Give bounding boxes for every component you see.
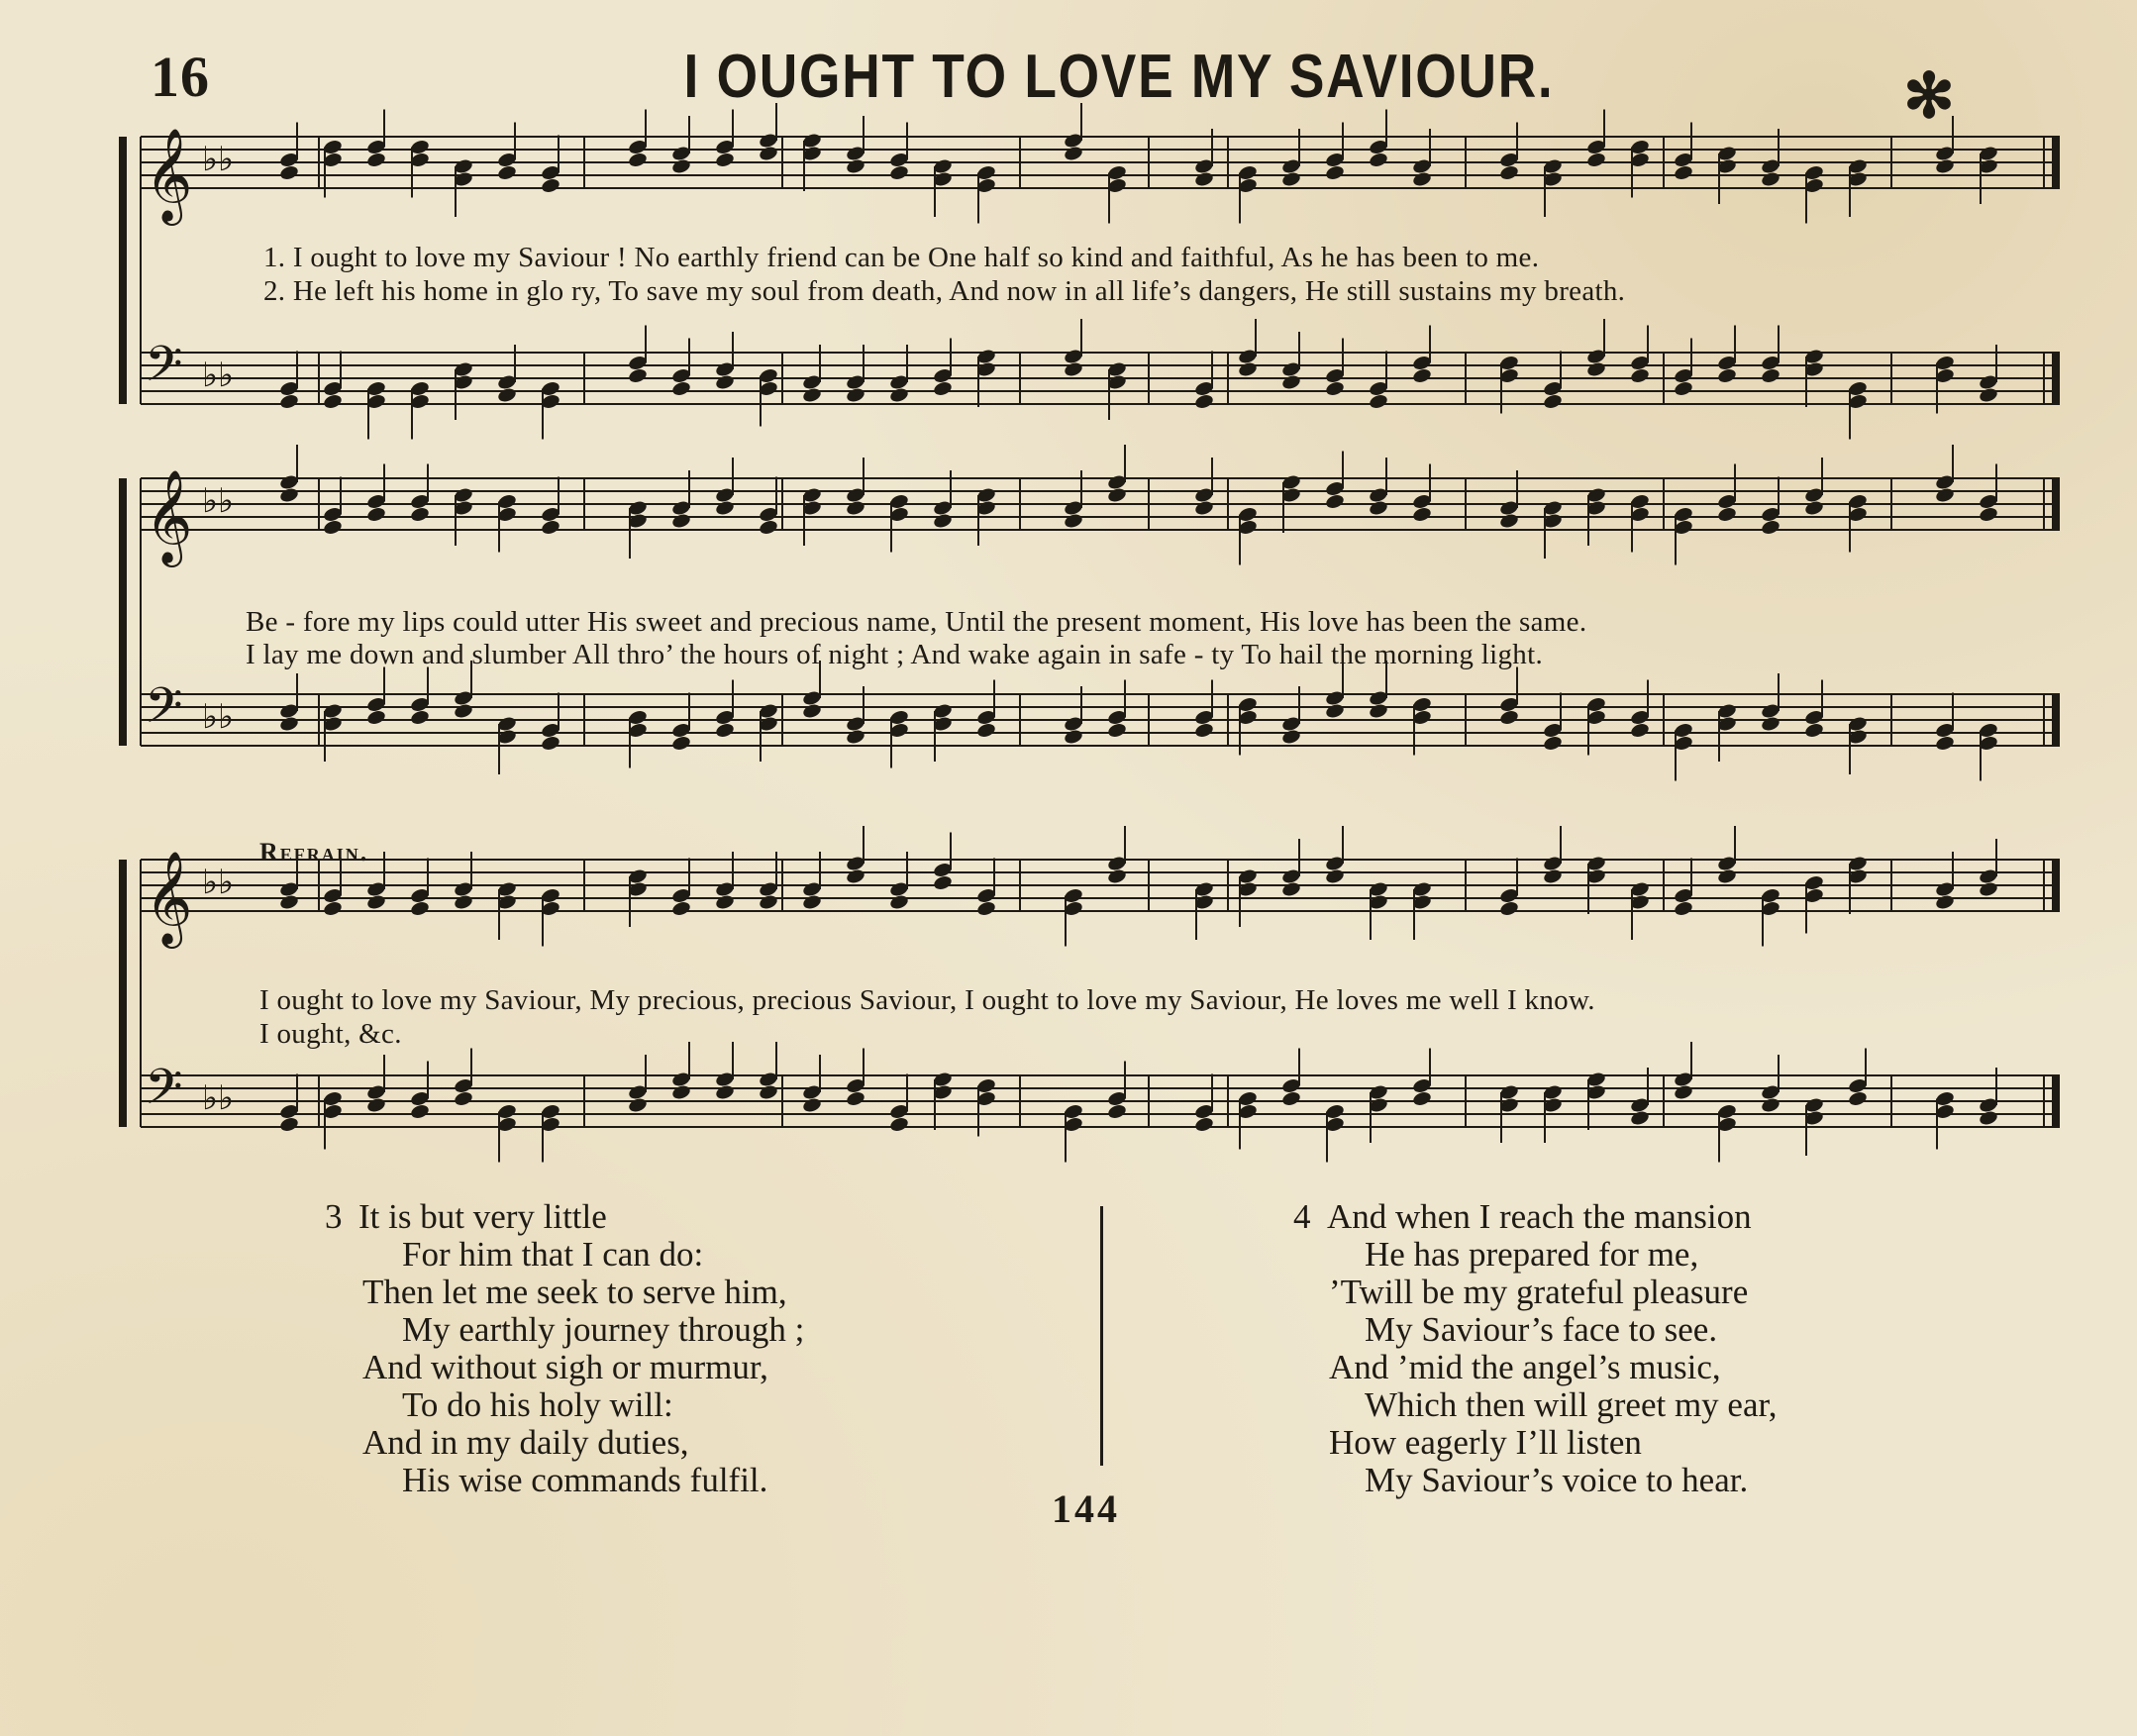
notehead bbox=[1673, 900, 1693, 917]
notehead bbox=[1368, 393, 1388, 410]
notehead bbox=[714, 499, 735, 516]
notehead bbox=[1324, 380, 1345, 397]
notehead bbox=[453, 1090, 473, 1107]
notehead bbox=[714, 152, 735, 168]
notehead bbox=[1324, 702, 1345, 719]
notehead bbox=[1934, 157, 1955, 174]
system-brace bbox=[119, 860, 127, 1127]
verse-line: For him that I can do: bbox=[402, 1235, 704, 1274]
notehead bbox=[322, 900, 343, 917]
final-bar-line bbox=[2052, 860, 2060, 911]
notehead bbox=[365, 709, 386, 726]
notehead bbox=[1063, 512, 1083, 529]
notehead bbox=[540, 519, 560, 536]
notehead bbox=[670, 380, 691, 397]
system-2-lyric-verse-1: Be - fore my lips could utter His sweet and precious name, Until the present moment, His love has been the same. bbox=[246, 606, 1587, 638]
verse-line-text: It is but very little bbox=[358, 1197, 607, 1236]
notehead bbox=[888, 893, 909, 910]
notehead bbox=[1934, 735, 1955, 752]
notehead bbox=[1673, 1083, 1693, 1100]
key-signature-flats: ♭♭ bbox=[202, 863, 235, 902]
verse-divider bbox=[1100, 1206, 1103, 1466]
verse-4 bbox=[1293, 1198, 1778, 1499]
verse-line: And without sigh or murmur, bbox=[362, 1348, 768, 1386]
clef-treble: 𝄞 bbox=[145, 851, 193, 945]
notehead bbox=[1324, 493, 1345, 510]
notehead bbox=[845, 1090, 865, 1107]
notehead bbox=[758, 519, 778, 536]
notehead bbox=[1237, 360, 1258, 377]
notehead bbox=[627, 367, 648, 384]
notehead bbox=[801, 1096, 822, 1113]
notehead bbox=[1803, 499, 1824, 516]
verse-line: My earthly journey through ; bbox=[402, 1310, 805, 1349]
notehead bbox=[540, 735, 560, 752]
final-bar-line bbox=[2052, 353, 2060, 404]
notehead bbox=[1934, 893, 1955, 910]
notehead bbox=[670, 1083, 691, 1100]
notehead bbox=[845, 728, 865, 745]
notehead bbox=[1716, 367, 1737, 384]
notehead bbox=[1760, 715, 1781, 732]
verse-line bbox=[1293, 1198, 1778, 1236]
notehead bbox=[1193, 499, 1214, 516]
notehead bbox=[1411, 1090, 1432, 1107]
notehead bbox=[714, 373, 735, 390]
notehead bbox=[845, 499, 865, 516]
verse-line: Which then will greet my ear, bbox=[1365, 1385, 1778, 1424]
notehead bbox=[322, 519, 343, 536]
verse-line: He has prepared for me, bbox=[1365, 1235, 1699, 1274]
notehead bbox=[1978, 880, 1998, 897]
notehead bbox=[1673, 380, 1693, 397]
notehead bbox=[322, 393, 343, 410]
footer-page-number: 144 bbox=[1052, 1486, 1120, 1531]
notehead bbox=[714, 893, 735, 910]
notehead bbox=[801, 702, 822, 719]
verse-3 bbox=[325, 1198, 804, 1499]
notehead bbox=[1106, 722, 1127, 739]
notehead bbox=[453, 702, 473, 719]
notehead bbox=[932, 512, 953, 529]
notehead bbox=[670, 900, 691, 917]
notehead bbox=[1106, 1103, 1127, 1120]
verse-number: 4 bbox=[1293, 1197, 1311, 1236]
notehead bbox=[932, 874, 953, 891]
notehead bbox=[278, 715, 299, 732]
notehead bbox=[1498, 709, 1519, 726]
notehead bbox=[1280, 1090, 1301, 1107]
clef-bass: 𝄢 bbox=[145, 336, 183, 405]
notehead bbox=[1847, 1090, 1868, 1107]
notehead bbox=[1193, 722, 1214, 739]
system-1-lyric-verse-1: 1. I ought to love my Saviour ! No earthly friend can be One half so kind and faithful, As he has been to me. bbox=[263, 242, 1540, 273]
notehead bbox=[845, 157, 865, 174]
asterisk-ornament-icon: ✻ bbox=[1903, 63, 1955, 131]
clef-bass: 𝄢 bbox=[145, 1059, 183, 1128]
notehead bbox=[1411, 506, 1432, 523]
verse-line: Then let me seek to serve him, bbox=[362, 1273, 787, 1311]
notehead bbox=[975, 722, 996, 739]
notehead bbox=[801, 893, 822, 910]
notehead bbox=[1368, 499, 1388, 516]
notehead bbox=[278, 393, 299, 410]
notehead bbox=[365, 506, 386, 523]
key-signature-flats: ♭♭ bbox=[202, 481, 235, 521]
notehead bbox=[1193, 393, 1214, 410]
notehead bbox=[1280, 880, 1301, 897]
notehead bbox=[932, 380, 953, 397]
verse-line bbox=[325, 1198, 804, 1236]
verse-line: How eagerly I’ll listen bbox=[1329, 1423, 1642, 1462]
notehead bbox=[1803, 722, 1824, 739]
verse-line: And ’mid the angel’s music, bbox=[1329, 1348, 1721, 1386]
key-signature-flats: ♭♭ bbox=[202, 140, 235, 179]
notehead bbox=[409, 1103, 430, 1120]
notehead bbox=[670, 157, 691, 174]
final-bar-line bbox=[2052, 1075, 2060, 1127]
notehead bbox=[496, 164, 517, 181]
notehead bbox=[888, 386, 909, 403]
notehead bbox=[670, 512, 691, 529]
notehead bbox=[1106, 868, 1127, 884]
notehead bbox=[1542, 393, 1563, 410]
notehead bbox=[888, 1116, 909, 1133]
key-signature-flats: ♭♭ bbox=[202, 1078, 235, 1118]
notehead bbox=[1411, 367, 1432, 384]
notehead bbox=[1629, 722, 1650, 739]
notehead bbox=[714, 722, 735, 739]
final-bar-line bbox=[2052, 694, 2060, 746]
verse-number: 3 bbox=[325, 1197, 343, 1236]
notehead bbox=[1498, 900, 1519, 917]
notehead bbox=[1629, 1109, 1650, 1126]
verse-line: And in my daily duties, bbox=[362, 1423, 689, 1462]
notehead bbox=[1324, 164, 1345, 181]
notehead bbox=[278, 164, 299, 181]
verse-line: ’Twill be my grateful pleasure bbox=[1329, 1273, 1749, 1311]
final-bar-line bbox=[2052, 137, 2060, 188]
notehead bbox=[365, 893, 386, 910]
notehead bbox=[1585, 152, 1606, 168]
notehead bbox=[1063, 728, 1083, 745]
verse-line: My Saviour’s face to see. bbox=[1365, 1310, 1718, 1349]
notehead bbox=[845, 868, 865, 884]
notehead bbox=[278, 893, 299, 910]
refrain-label: Refrain. bbox=[259, 838, 369, 867]
notehead bbox=[365, 1096, 386, 1113]
notehead bbox=[1760, 367, 1781, 384]
notehead bbox=[1280, 170, 1301, 187]
notehead bbox=[1193, 170, 1214, 187]
notehead bbox=[1629, 367, 1650, 384]
notehead bbox=[1760, 170, 1781, 187]
notehead bbox=[409, 506, 430, 523]
clef-bass: 𝄢 bbox=[145, 677, 183, 747]
notehead bbox=[845, 386, 865, 403]
notehead bbox=[801, 386, 822, 403]
key-signature-flats: ♭♭ bbox=[202, 697, 235, 737]
notehead bbox=[1280, 373, 1301, 390]
notehead bbox=[1934, 486, 1955, 503]
notehead bbox=[1498, 164, 1519, 181]
notehead bbox=[1106, 486, 1127, 503]
notehead bbox=[1760, 519, 1781, 536]
notehead bbox=[1193, 1116, 1214, 1133]
notehead bbox=[670, 735, 691, 752]
notehead bbox=[758, 1083, 778, 1100]
notehead bbox=[1978, 1109, 1998, 1126]
system-1-lyric-verse-2: 2. He left his home in glo ry, To save my soul from death, And now in all life’s dangers, He still sustains my breath. bbox=[263, 275, 1626, 307]
notehead bbox=[1280, 728, 1301, 745]
notehead bbox=[278, 1116, 299, 1133]
notehead bbox=[409, 900, 430, 917]
system-2-lyric-verse-2: I lay me down and slumber All thro’ the hours of night ; And wake again in safe - ty To hail the morning light. bbox=[246, 639, 1543, 670]
verse-line: My Saviour’s voice to hear. bbox=[1365, 1461, 1749, 1499]
notehead bbox=[1324, 868, 1345, 884]
notehead bbox=[627, 152, 648, 168]
notehead bbox=[1542, 868, 1563, 884]
system-brace bbox=[119, 137, 127, 404]
notehead bbox=[278, 486, 299, 503]
notehead bbox=[1716, 868, 1737, 884]
notehead bbox=[975, 900, 996, 917]
system-3-lyric-repeat: I ought, &c. bbox=[259, 1018, 402, 1050]
notehead bbox=[758, 145, 778, 161]
notehead bbox=[1978, 386, 1998, 403]
system-3-lyric-refrain: I ought to love my Saviour, My precious, precious Saviour, I ought to love my Saviour, He loves me well I know. bbox=[259, 984, 1595, 1016]
notehead bbox=[365, 152, 386, 168]
verse-line: To do his holy will: bbox=[402, 1385, 673, 1424]
notehead bbox=[1542, 735, 1563, 752]
clef-treble: 𝄞 bbox=[145, 469, 193, 563]
system-brace bbox=[119, 478, 127, 746]
verse-line-text: And when I reach the mansion bbox=[1327, 1197, 1752, 1236]
notehead bbox=[1760, 1096, 1781, 1113]
page-number: 16 bbox=[151, 45, 210, 109]
notehead bbox=[758, 893, 778, 910]
key-signature-flats: ♭♭ bbox=[202, 356, 235, 395]
song-title: I OUGHT TO LOVE MY SAVIOUR. bbox=[683, 43, 1555, 111]
notehead bbox=[496, 386, 517, 403]
final-bar-line bbox=[2052, 478, 2060, 530]
notehead bbox=[540, 177, 560, 194]
notehead bbox=[1978, 506, 1998, 523]
clef-treble: 𝄞 bbox=[145, 128, 193, 222]
notehead bbox=[1411, 170, 1432, 187]
notehead bbox=[1716, 506, 1737, 523]
notehead bbox=[1368, 702, 1388, 719]
notehead bbox=[409, 709, 430, 726]
verse-line: His wise commands fulfil. bbox=[402, 1461, 768, 1499]
notehead bbox=[627, 1096, 648, 1113]
notehead bbox=[888, 164, 909, 181]
notehead bbox=[1673, 164, 1693, 181]
notehead bbox=[1585, 360, 1606, 377]
notehead bbox=[453, 893, 473, 910]
notehead bbox=[1063, 145, 1083, 161]
notehead bbox=[1063, 360, 1083, 377]
notehead bbox=[1368, 152, 1388, 168]
notehead bbox=[1498, 512, 1519, 529]
notehead bbox=[714, 1083, 735, 1100]
